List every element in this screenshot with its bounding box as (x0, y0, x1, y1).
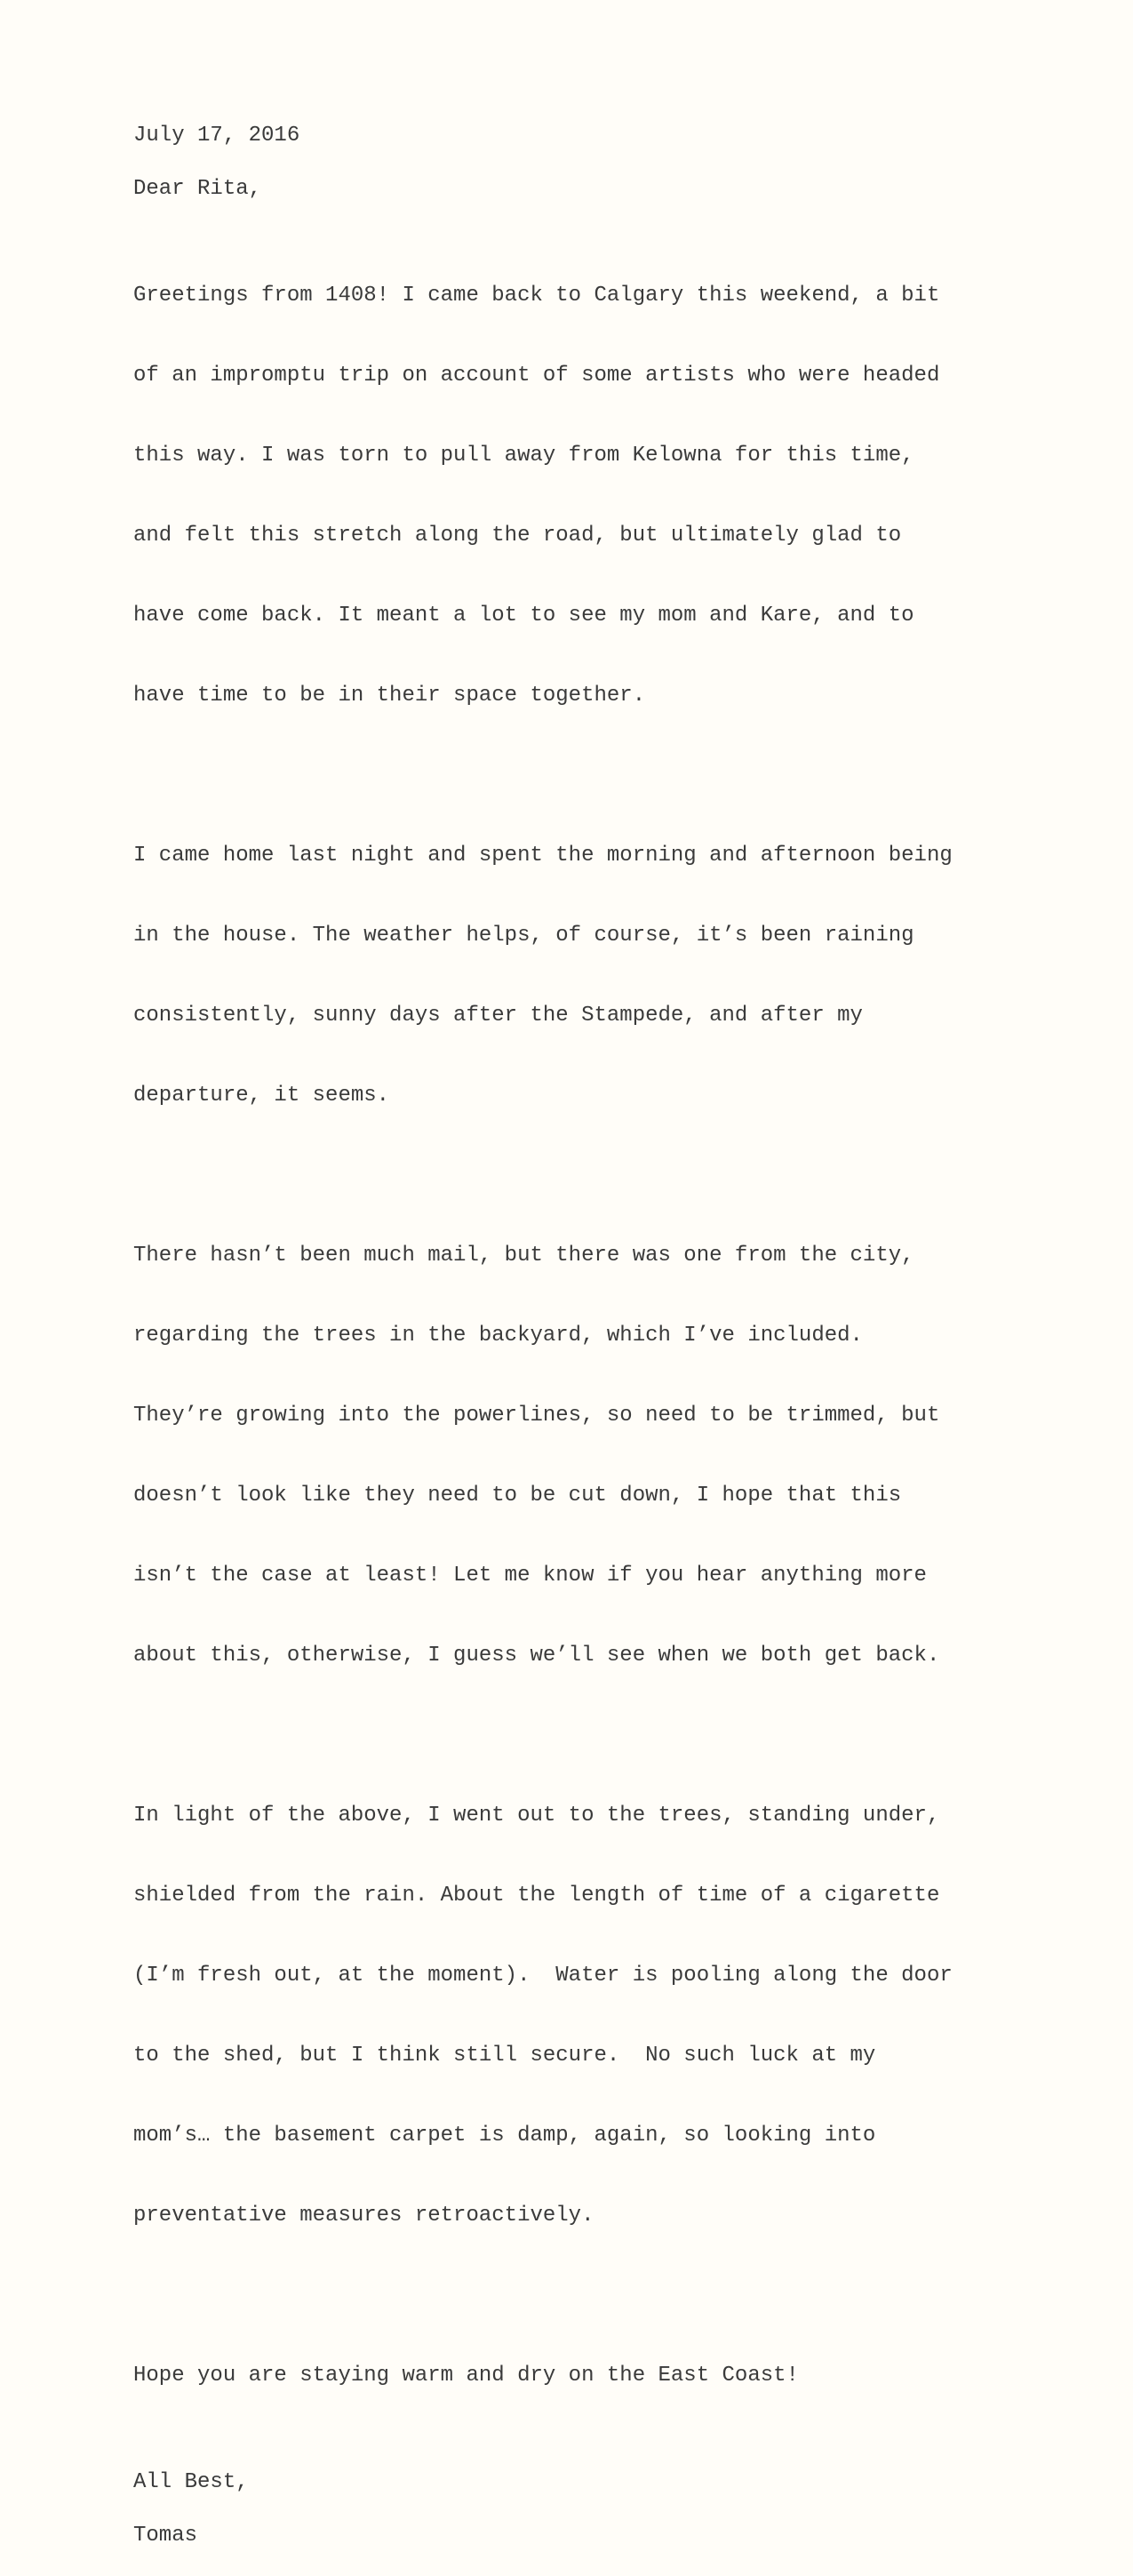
paragraph-line: doesn’t look like they need to be cut down, I hope that this (133, 1484, 902, 1508)
paragraph-line: (I’m fresh out, at the moment). Water is pooling along the door (133, 1964, 953, 1988)
paragraph-line: to the shed, but I think still secure. No such luck at my (133, 2044, 876, 2068)
paragraph-line: about this, otherwise, I guess we’ll see when we both get back. (133, 1644, 940, 1668)
paragraph-line: departure, it seems. (133, 1084, 390, 1108)
paragraph-line: of an impromptu trip on account of some artists who were headed (133, 364, 940, 388)
paragraph-line: mom’s… the basement carpet is damp, again, so looking into (133, 2124, 876, 2148)
paragraph-line: shielded from the rain. About the length of time of a cigarette (133, 1884, 940, 1908)
paragraph-line: Greetings from 1408! I came back to Calgary this weekend, a bit (133, 284, 940, 308)
letter-date: July 17, 2016 (133, 124, 300, 148)
letter-signature: Tomas (133, 2524, 198, 2548)
paragraph-line: There hasn’t been much mail, but there was one from the city, (133, 1244, 914, 1268)
paragraph-line: have come back. It meant a lot to see my mom and Kare, and to (133, 604, 914, 628)
letter-closing: All Best, (133, 2470, 249, 2494)
paragraph-line: They’re growing into the powerlines, so need to be trimmed, but (133, 1404, 940, 1428)
paragraph-line: have time to be in their space together. (133, 684, 646, 708)
paragraph-line: in the house. The weather helps, of course, it’s been raining (133, 924, 914, 948)
paragraph-line: this way. I was torn to pull away from Kelowna for this time, (133, 444, 914, 468)
paragraph-line: isn’t the case at least! Let me know if you hear anything more (133, 1564, 927, 1588)
letter-page (133, 123, 1093, 2576)
paragraph-line: preventative measures retroactively. (133, 2204, 594, 2228)
paragraph-2 (133, 789, 1093, 1163)
paragraph-1 (133, 229, 1093, 763)
paragraph-line: In light of the above, I went out to the trees, standing under, (133, 1804, 940, 1828)
paragraph-line: regarding the trees in the backyard, which I’ve included. (133, 1324, 863, 1348)
paragraph-line: I came home last night and spent the morning and afternoon being (133, 844, 953, 868)
paragraph-4 (133, 1749, 1093, 2283)
paragraph-5 (133, 2309, 1093, 2443)
paragraph-line: Hope you are staying warm and dry on the East Coast! (133, 2364, 799, 2388)
paragraph-line: and felt this stretch along the road, but ultimately glad to (133, 524, 902, 548)
paragraph-line: consistently, sunny days after the Stampede, and after my (133, 1004, 863, 1028)
paragraph-3 (133, 1189, 1093, 1723)
letter-salutation: Dear Rita, (133, 177, 262, 201)
